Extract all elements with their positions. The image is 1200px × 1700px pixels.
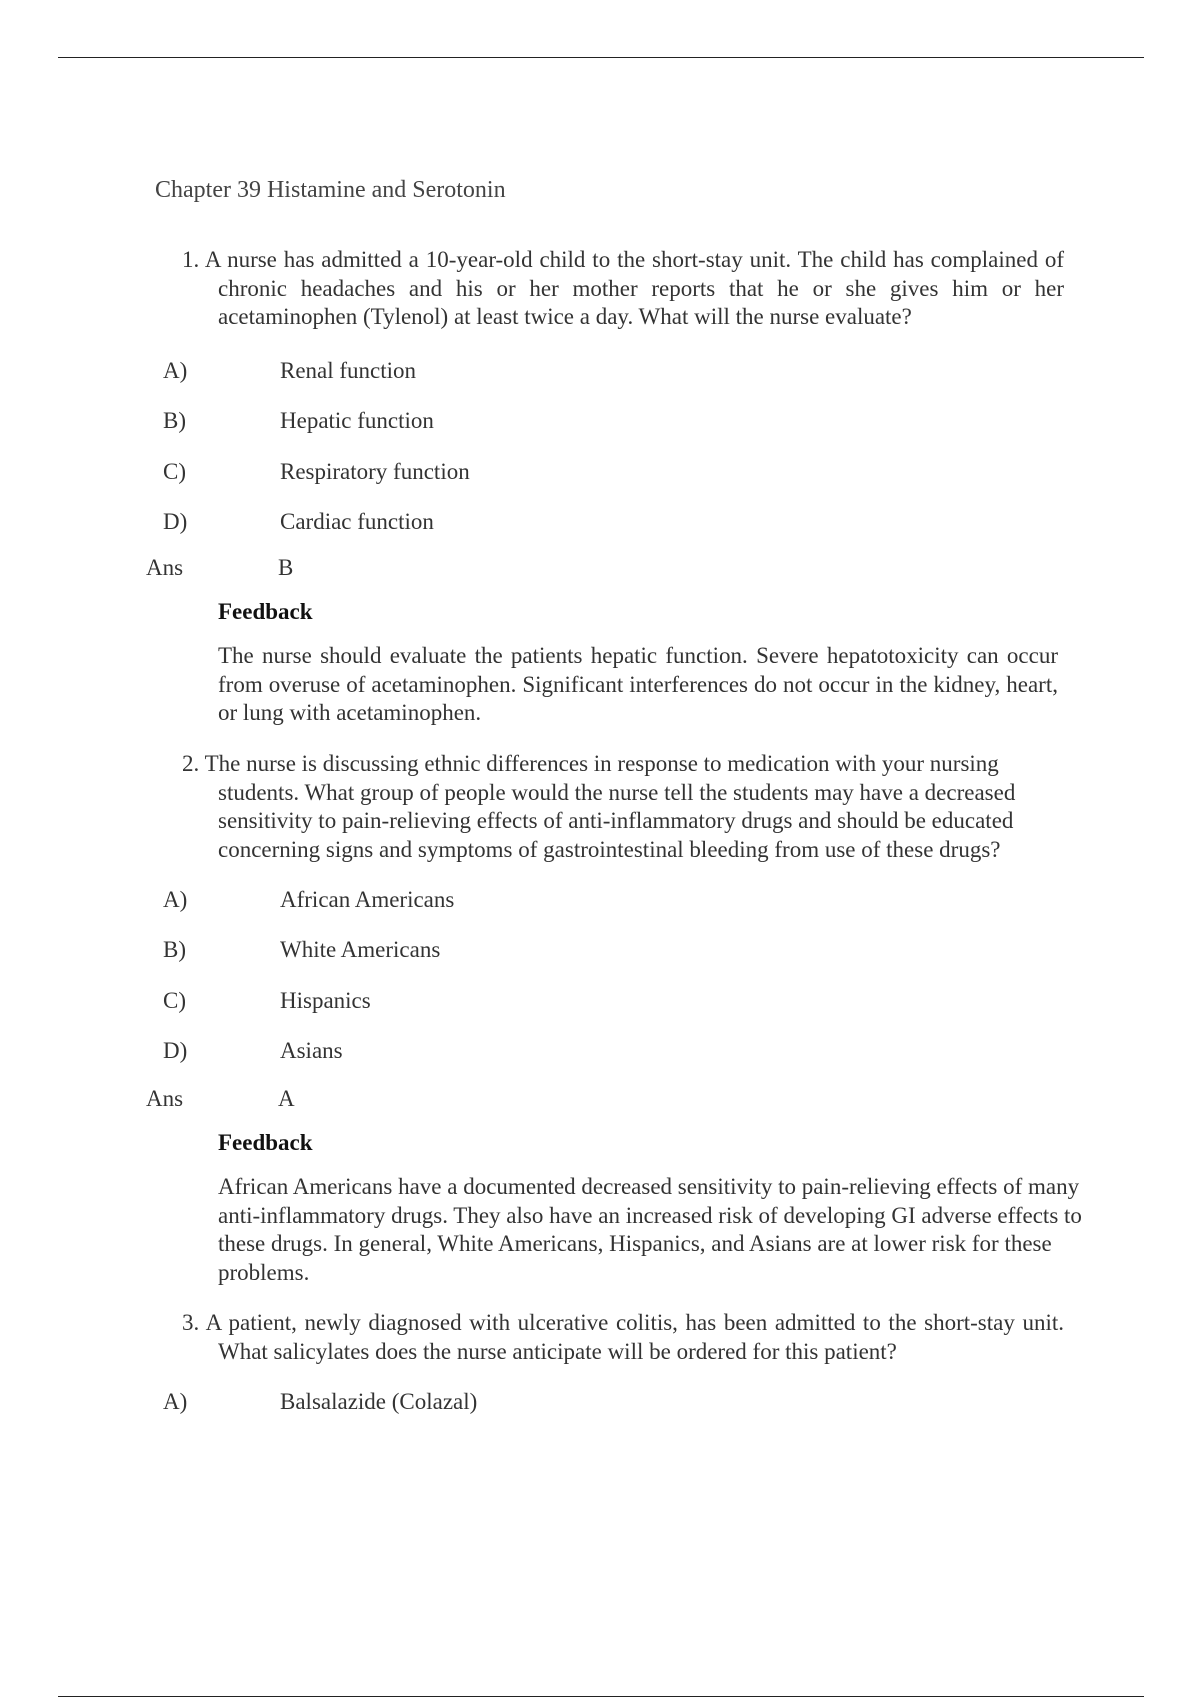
question-3-choice-a-text: Balsalazide (Colazal) [280, 1389, 478, 1414]
question-1-choice-b-letter: B) [163, 408, 186, 433]
question-2-choice-b-letter: B) [163, 937, 186, 962]
question-2-choice-d-text: Asians [280, 1038, 343, 1063]
question-1-choice-c-letter: C) [163, 459, 186, 484]
question-1-answer-value: B [278, 555, 294, 580]
question-1-choice-a-letter: A) [163, 358, 188, 383]
question-2-answer-label: Ans [146, 1086, 184, 1111]
question-3-body: A patient, newly diagnosed with ulcerative colitis, has been admitted to the short-stay unit. What salicylates does the nurse anticipate will be ordered for this patient? [205, 1310, 1064, 1364]
page-bottom-rule [58, 1696, 1144, 1697]
question-1-body: A nurse has admitted a 10-year-old child to the short-stay unit. The child has complained of chronic headaches and his or her mother reports that he or she gives him or her acetaminophen (Tylenol) at least twice a day. What will the nurse evaluate? [204, 247, 1064, 329]
question-2-feedback-heading: Feedback [218, 1130, 313, 1155]
question-2 [182, 750, 1064, 864]
question-2-choice-b-text: White Americans [280, 937, 441, 962]
question-2-feedback-text: African Americans have a documented decreased sensitivity to pain-relieving effects of many anti-inflammatory drugs. They also have an increased risk of developing GI adverse effects to these drugs. In general, White Americans, Hispanics, and Asians are at lower risk for these problems. [218, 1174, 1082, 1285]
question-1-number: 1. [182, 247, 200, 272]
question-2-answer-value: A [278, 1086, 295, 1111]
question-2-number: 2. [182, 751, 200, 776]
page-top-rule [58, 57, 1144, 58]
chapter-title: Chapter 39 Histamine and Serotonin [155, 177, 506, 203]
question-1-answer-label: Ans [146, 555, 184, 580]
question-2-choice-c-letter: C) [163, 988, 186, 1013]
question-2-choice-a-letter: A) [163, 887, 188, 912]
question-1-feedback-text: The nurse should evaluate the patients hepatic function. Severe hepatotoxicity can occur from overuse of acetaminophen. Significant interferences do not occur in the kidney, heart, or lung with acetaminophen. [218, 643, 1058, 725]
question-1-feedback-heading: Feedback [218, 599, 313, 624]
question-2-choice-d-letter: D) [163, 1038, 188, 1063]
question-2-choice-a-text: African Americans [280, 887, 455, 912]
question-3-number: 3. [182, 1310, 200, 1335]
question-1-choice-d-text: Cardiac function [280, 509, 434, 534]
question-1-choice-b-text: Hepatic function [280, 408, 434, 433]
question-3-text [182, 1309, 1064, 1366]
question-1-choice-a-text: Renal function [280, 358, 417, 383]
question-3 [182, 1309, 1064, 1366]
question-1-choice-d-letter: D) [163, 509, 188, 534]
question-1-choice-c-text: Respiratory function [280, 459, 470, 484]
question-2-choice-c-text: Hispanics [280, 988, 371, 1013]
question-1 [182, 246, 1064, 332]
question-2-body: The nurse is discussing ethnic differences in response to medication with your nursing students. What group of people would the nurse tell the students may have a decreased sensitivity to pain-relieving effects of anti-inflammatory drugs and should be educated concerning signs and symptoms of gastrointestinal bleeding from use of these drugs? [204, 751, 1016, 862]
question-3-choice-a-letter: A) [163, 1389, 188, 1414]
question-1-text [182, 246, 1064, 332]
question-2-text [182, 750, 1064, 864]
